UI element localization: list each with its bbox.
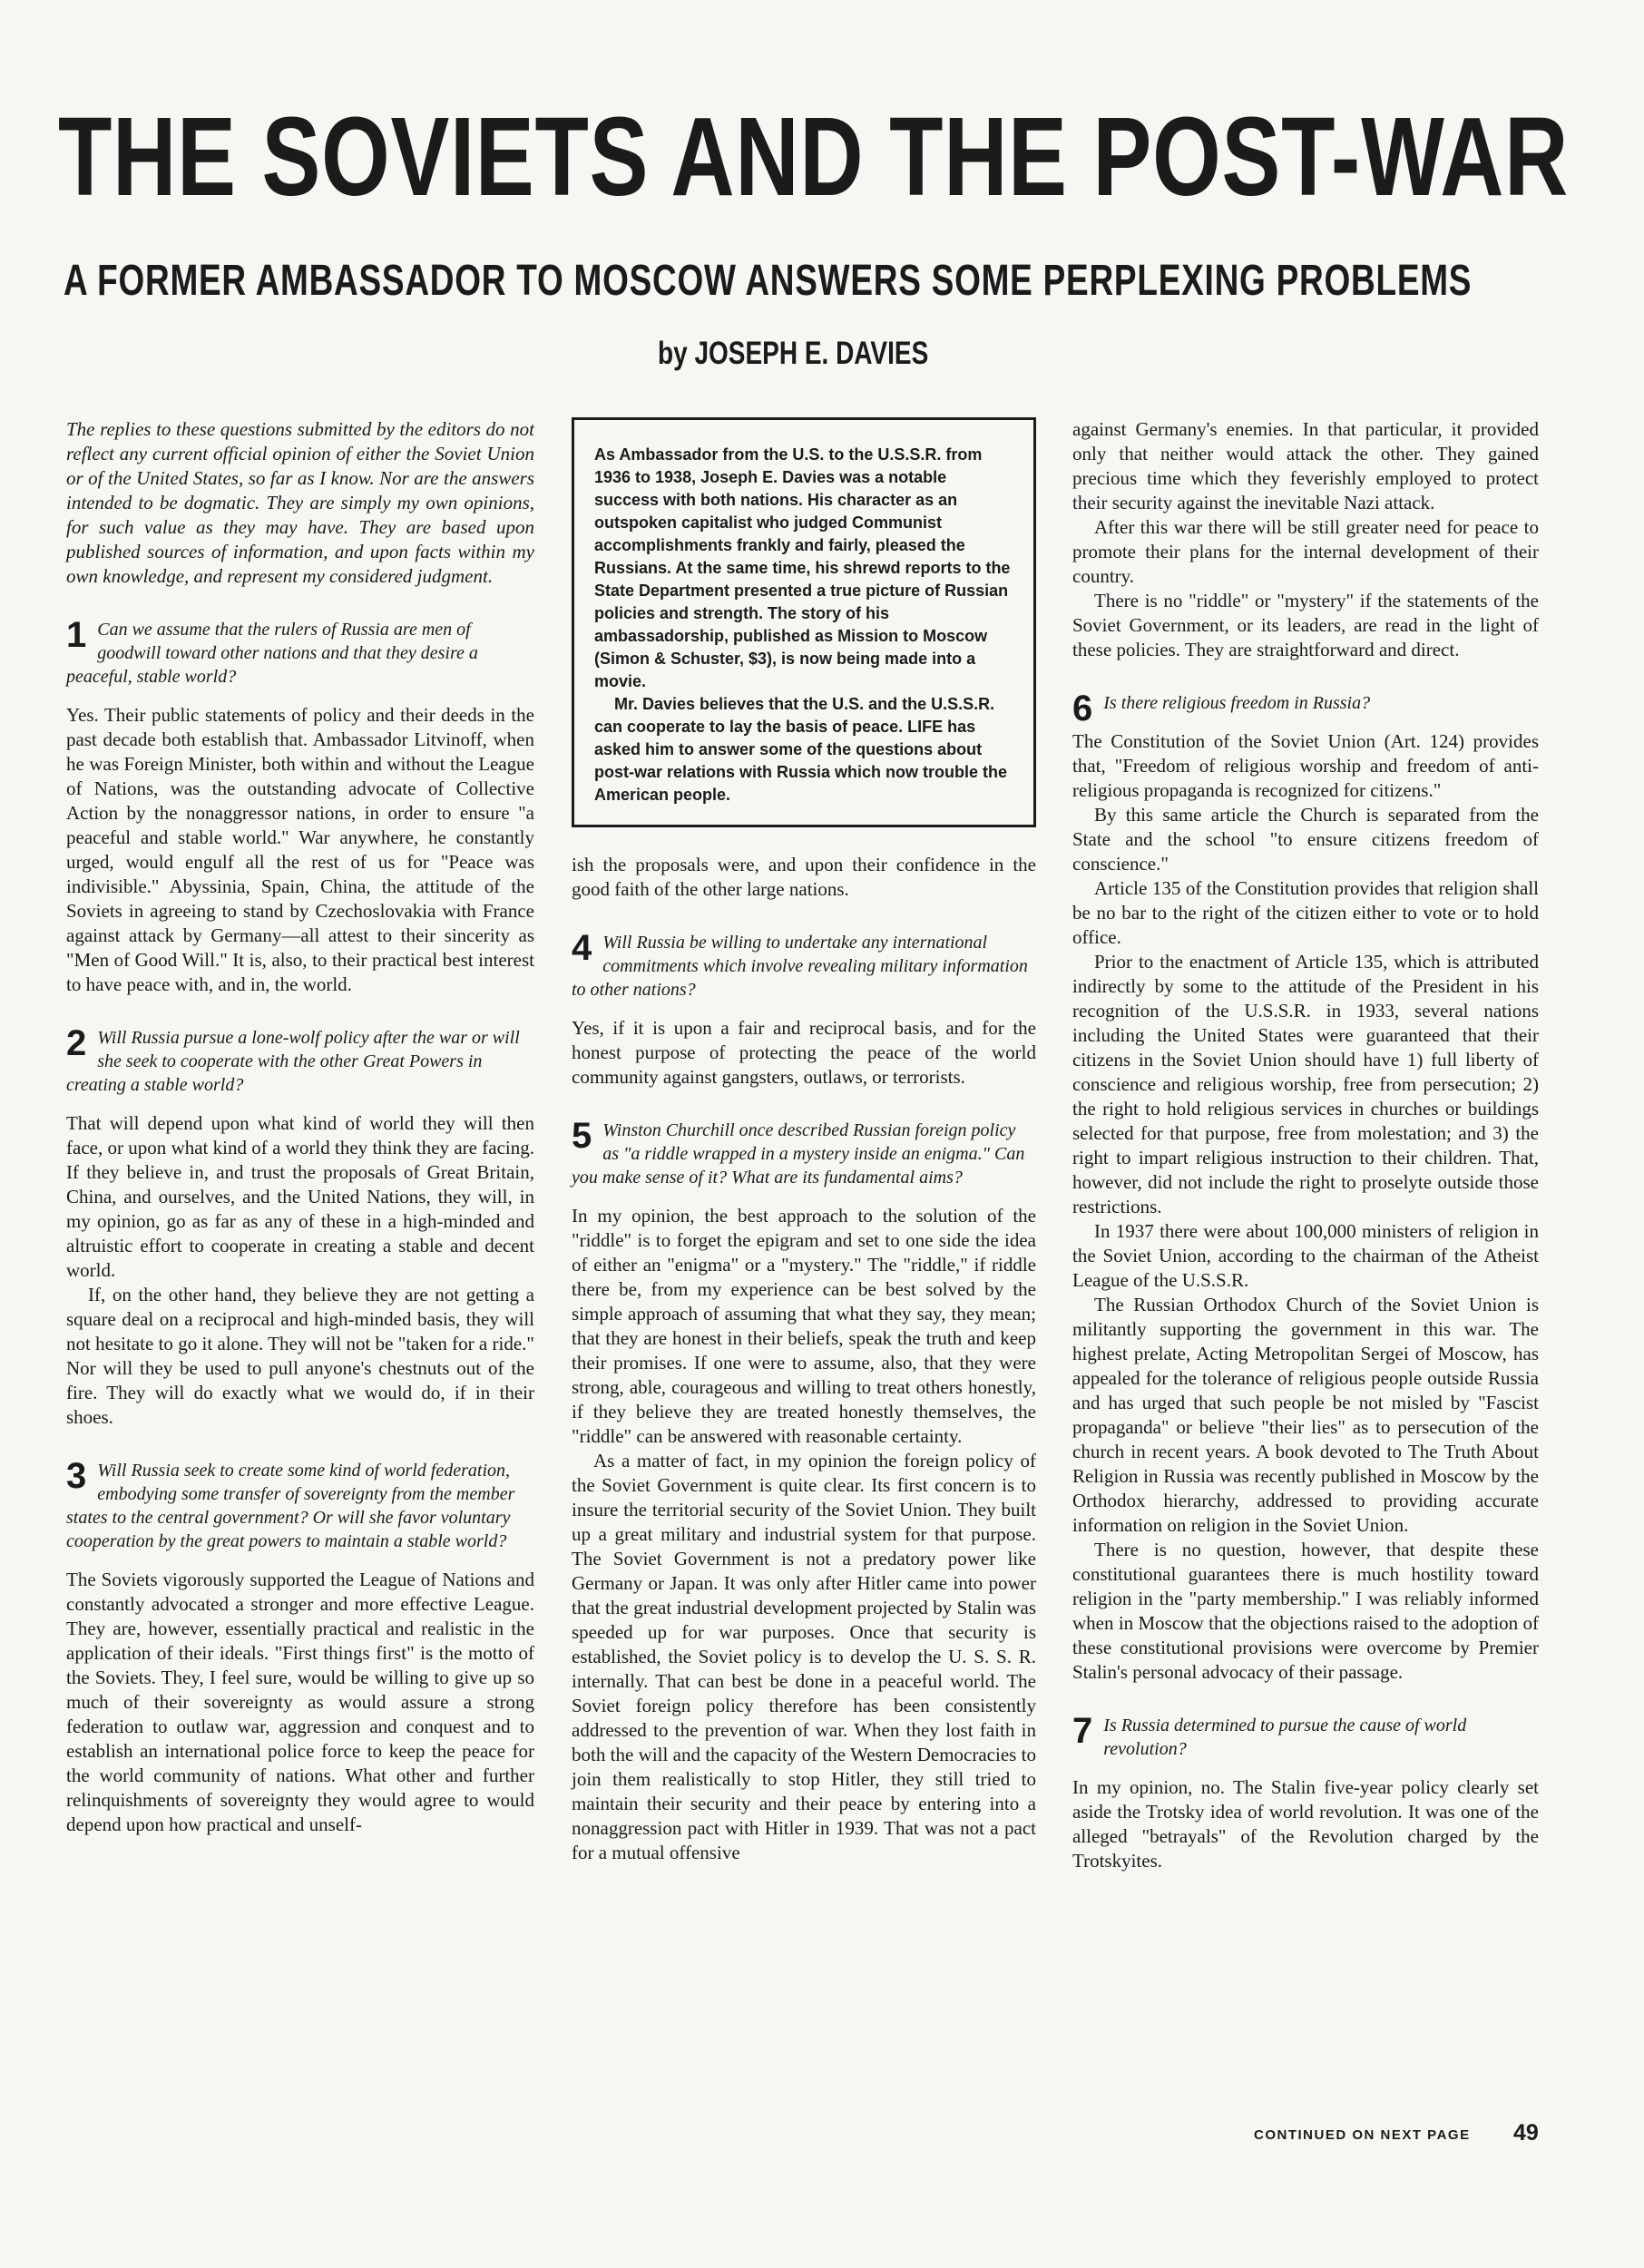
answer-2 bbox=[66, 1111, 534, 1430]
answer-6 bbox=[1072, 729, 1539, 1685]
question-3 bbox=[66, 1456, 534, 1553]
question-number: 2 bbox=[66, 1023, 87, 1063]
question-4 bbox=[572, 928, 1036, 1002]
continued-notice: CONTINUED ON NEXT PAGE bbox=[1254, 2127, 1471, 2143]
answer-paragraph: against Germany's enemies. In that particular, it provided only that neither would attack the other. They gained precious time which they feverishly employed to protect their security against the inevitable Nazi attack. bbox=[1072, 418, 1539, 513]
answer-paragraph: The Soviets vigorously supported the League of Nations and constantly advocated a stronger and more effective League. They are, however, essentially practical and realistic in the application of their ideals. "First things first" is the motto of the Soviets. They, I feel sure, would be willing to give up so much of their sovereignty as would assure a strong federation to outlaw war, aggression and conquest and to establish an international police force to keep the peace for the world community of nations. What other and further relinquishments of sovereignty they would agree to would depend upon how practical and unself- bbox=[66, 1569, 534, 1835]
answer-paragraph: The Constitution of the Soviet Union (Art. 124) provides that, "Freedom of religious worship and freedom of anti-religious propaganda is recognized for citizens." bbox=[1072, 730, 1539, 801]
answer-5-continued bbox=[1072, 417, 1539, 662]
answer-paragraph: Yes, if it is upon a fair and reciprocal basis, and for the honest purpose of protecting the peace of the world community against gangsters, outlaws, or terrorists. bbox=[572, 1017, 1036, 1088]
answer-paragraph: Article 135 of the Constitution provides that religion shall be no bar to the right of the citizen either to vote or to hold office. bbox=[1072, 877, 1539, 948]
article-headline: THE SOVIETS AND THE POST-WAR bbox=[58, 95, 1570, 220]
question-2 bbox=[66, 1023, 534, 1097]
column-2 bbox=[572, 417, 1036, 1894]
answer-4 bbox=[572, 1016, 1036, 1090]
author-info-box bbox=[572, 417, 1036, 827]
box-paragraph: Mr. Davies believes that the U.S. and the U.S.S.R. can cooperate to lay the basis of peace. LIFE has asked him to answer some of the questions about post-war relations with Russia which now trouble the American people. bbox=[594, 695, 1008, 804]
question-number: 3 bbox=[66, 1456, 87, 1496]
answer-paragraph: ish the proposals were, and upon their confidence in the good faith of the other large nations. bbox=[572, 854, 1036, 900]
article-subheadline: A FORMER AMBASSADOR TO MOSCOW ANSWERS SOME PERPLEXING PROBLEMS bbox=[64, 257, 1473, 305]
question-5 bbox=[572, 1116, 1036, 1189]
answer-paragraph: As a matter of fact, in my opinion the foreign policy of the Soviet Government is quite clear. Its first concern is to insure the territorial security of the Soviet Union. They built up a great military and industrial system for that purpose. The Soviet Government is not a predatory power like Germany or Japan. It was only after Hitler came into power that the great industrial development projected by Stalin was speeded up for war purposes. Once that security is established, the Soviet policy is to develop the U. S. S. R. internally. That can best be done in a peaceful world. The Soviet foreign policy therefore has been consistently addressed to the prevention of war. When they lost faith in both the will and the capacity of the Western Democracies to join them realistically to stop Hitler, they still tried to maintain their security and their peace by entering into a nonaggression pact with Hitler in 1939. That was not a pact for a mutual offensive bbox=[572, 1450, 1036, 1863]
question-text: Is Russia determined to pursue the cause of world revolution? bbox=[1103, 1716, 1467, 1759]
answer-3-continued bbox=[572, 853, 1036, 902]
question-text: Will Russia seek to create some kind of world federation, embodying some transfer of sovereignty from the member states to the central government? Or will she favor voluntary cooperation by the great powers to maintain a stable world? bbox=[66, 1461, 515, 1551]
answer-5 bbox=[572, 1204, 1036, 1865]
answer-paragraph: Yes. Their public statements of policy and their deeds in the past decade both establish that. Ambassador Litvinoff, when he was Foreign Minister, both within and without the League of Nations, was the outstanding advocate of Collective Action by the nonaggressor nations, in order to ensure "a peaceful and stable world." War anywhere, he constantly urged, would engulf all the rest of us for "Peace was indivisible." Abyssinia, Spain, China, the attitude of the Soviets in agreeing to stand by Czechoslovakia with France against attack by Germany—all attest to their sincerity as "Men of Good Will." It is, also, to their practical best interest to have peace with, and in, the world. bbox=[66, 704, 534, 995]
question-7 bbox=[1072, 1711, 1539, 1761]
question-number: 5 bbox=[572, 1116, 592, 1156]
answer-paragraph: That will depend upon what kind of world they will then face, or upon what kind of a world they think they are facing. If they believe in, and trust the proposals of Great Britain, China, and ourselves, and the United Nations, they will, in my opinion, go as far as any of these in a high-minded and altruistic effort to cooperate in creating a stable and decent world. bbox=[66, 1112, 534, 1281]
question-number: 1 bbox=[66, 615, 87, 655]
byline: by JOSEPH E. DAVIES bbox=[658, 336, 929, 371]
column-3 bbox=[1072, 417, 1539, 1902]
answer-paragraph: After this war there will be still greater need for peace to promote their plans for the internal development of their country. bbox=[1072, 516, 1539, 587]
column-1 bbox=[66, 417, 534, 1866]
answer-paragraph: If, on the other hand, they believe they are not getting a square deal on a reciprocal and high-minded basis, they will not hesitate to go it alone. They will not be "taken for a ride." Nor will they be used to pull anyone's chestnuts out of the fire. They will do exactly what we would do, if in their shoes. bbox=[66, 1284, 534, 1428]
answer-paragraph: There is no "riddle" or "mystery" if the statements of the Soviet Government, or its leaders, are read in the light of these policies. They are straightforward and direct. bbox=[1072, 590, 1539, 660]
answer-paragraph: By this same article the Church is separated from the State and the school "to ensure citizens freedom of conscience." bbox=[1072, 804, 1539, 875]
page-number: 49 bbox=[1513, 2120, 1539, 2146]
answer-3 bbox=[66, 1568, 534, 1837]
answer-paragraph: There is no question, however, that despite these constitutional guarantees there is much hostility toward religion in the "party membership." I was reliably informed when in Moscow that the objections raised to the adoption of these constitutional provisions were overcome by Premier Stalin's personal advocacy of their passage. bbox=[1072, 1539, 1539, 1683]
question-text: Is there religious freedom in Russia? bbox=[1103, 693, 1371, 713]
answer-1 bbox=[66, 703, 534, 997]
question-number: 4 bbox=[572, 928, 592, 968]
question-text: Winston Churchill once described Russian foreign policy as "a riddle wrapped in a mystery inside an enigma." Can you make sense of it? What are its fundamental aims? bbox=[572, 1120, 1025, 1188]
question-text: Will Russia pursue a lone-wolf policy after the war or will she seek to cooperate with the other Great Powers in creating a stable world? bbox=[66, 1028, 520, 1095]
box-paragraph: As Ambassador from the U.S. to the U.S.S.R. from 1936 to 1938, Joseph E. Davies was a notable success with both nations. His character as an outspoken capitalist who judged Communist accomplishments frankly and fairly, pleased the Russians. At the same time, his shrewd reports to the State Department presented a true picture of Russian policies and strength. The story of his ambassadorship, published as Mission to Moscow (Simon & Schuster, $3), is now being made into a movie. bbox=[594, 445, 1011, 690]
answer-paragraph: The Russian Orthodox Church of the Soviet Union is militantly supporting the government in this war. The highest prelate, Acting Metropolitan Sergei of Moscow, has appealed for the tolerance of religious people outside Russia and has urged that such people be not misled by "Fascist propaganda" or believe "their lies" as to persecution of the church in recent years. A book devoted to The Truth About Religion in Russia was recently published in Moscow by the Orthodox hierarchy, addressed to providing accurate information on religion in the Soviet Union. bbox=[1072, 1294, 1539, 1536]
question-number: 7 bbox=[1072, 1711, 1093, 1751]
intro-note: The replies to these questions submitted by the editors do not reflect any current official opinion of either the Soviet Union or of the United States, so far as I know. Nor are the answers intended to be dogmatic. They are simply my own opinions, for such value as they may have. They are based upon published sources of information, and upon facts within my own knowledge, and represent my considered judgment. bbox=[66, 418, 534, 587]
answer-paragraph: In my opinion, no. The Stalin five-year policy clearly set aside the Trotsky idea of world revolution. It was one of the alleged "betrayals" of the Revolution charged by the Trotskyites. bbox=[1072, 1776, 1539, 1872]
question-1 bbox=[66, 615, 534, 689]
answer-7 bbox=[1072, 1775, 1539, 1873]
question-number: 6 bbox=[1072, 689, 1093, 728]
answer-paragraph: In my opinion, the best approach to the solution of the "riddle" is to forget the epigram and set to one side the idea of either an "enigma" or a "mystery." The "riddle," if riddle there be, from my experience can be best solved by the simple approach of assuming that what they say, they mean; that they are honest in their beliefs, speak the truth and keep their promises. If one were to assume, also, that they were strong, able, courageous and willing to treat others honestly, if they believe they are treated honestly themselves, the "riddle" can be answered with reasonable certainty. bbox=[572, 1205, 1036, 1447]
question-6 bbox=[1072, 689, 1539, 728]
answer-paragraph: Prior to the enactment of Article 135, which is attributed indirectly by some to the attitude of the President in his recognition of the U.S.S.R. in 1933, several nations including the United States were guaranteed that their citizens in the Soviet Union should have 1) full liberty of conscience and religious worship, free from persecution; 2) the right to hold religious services in churches or buildings selected for that purpose, free from molestation; and 3) the right to impart religious instruction to their children. That, however, did not include the right to proselyte outside those restrictions. bbox=[1072, 951, 1539, 1217]
question-text: Can we assume that the rulers of Russia are men of goodwill toward other nations and that they desire a peaceful, stable world? bbox=[66, 620, 478, 687]
question-text: Will Russia be willing to undertake any international commitments which involve revealing military information to other nations? bbox=[572, 933, 1028, 1000]
answer-paragraph: In 1937 there were about 100,000 ministers of religion in the Soviet Union, according to the chairman of the Atheist League of the U.S.S.R. bbox=[1072, 1220, 1539, 1291]
